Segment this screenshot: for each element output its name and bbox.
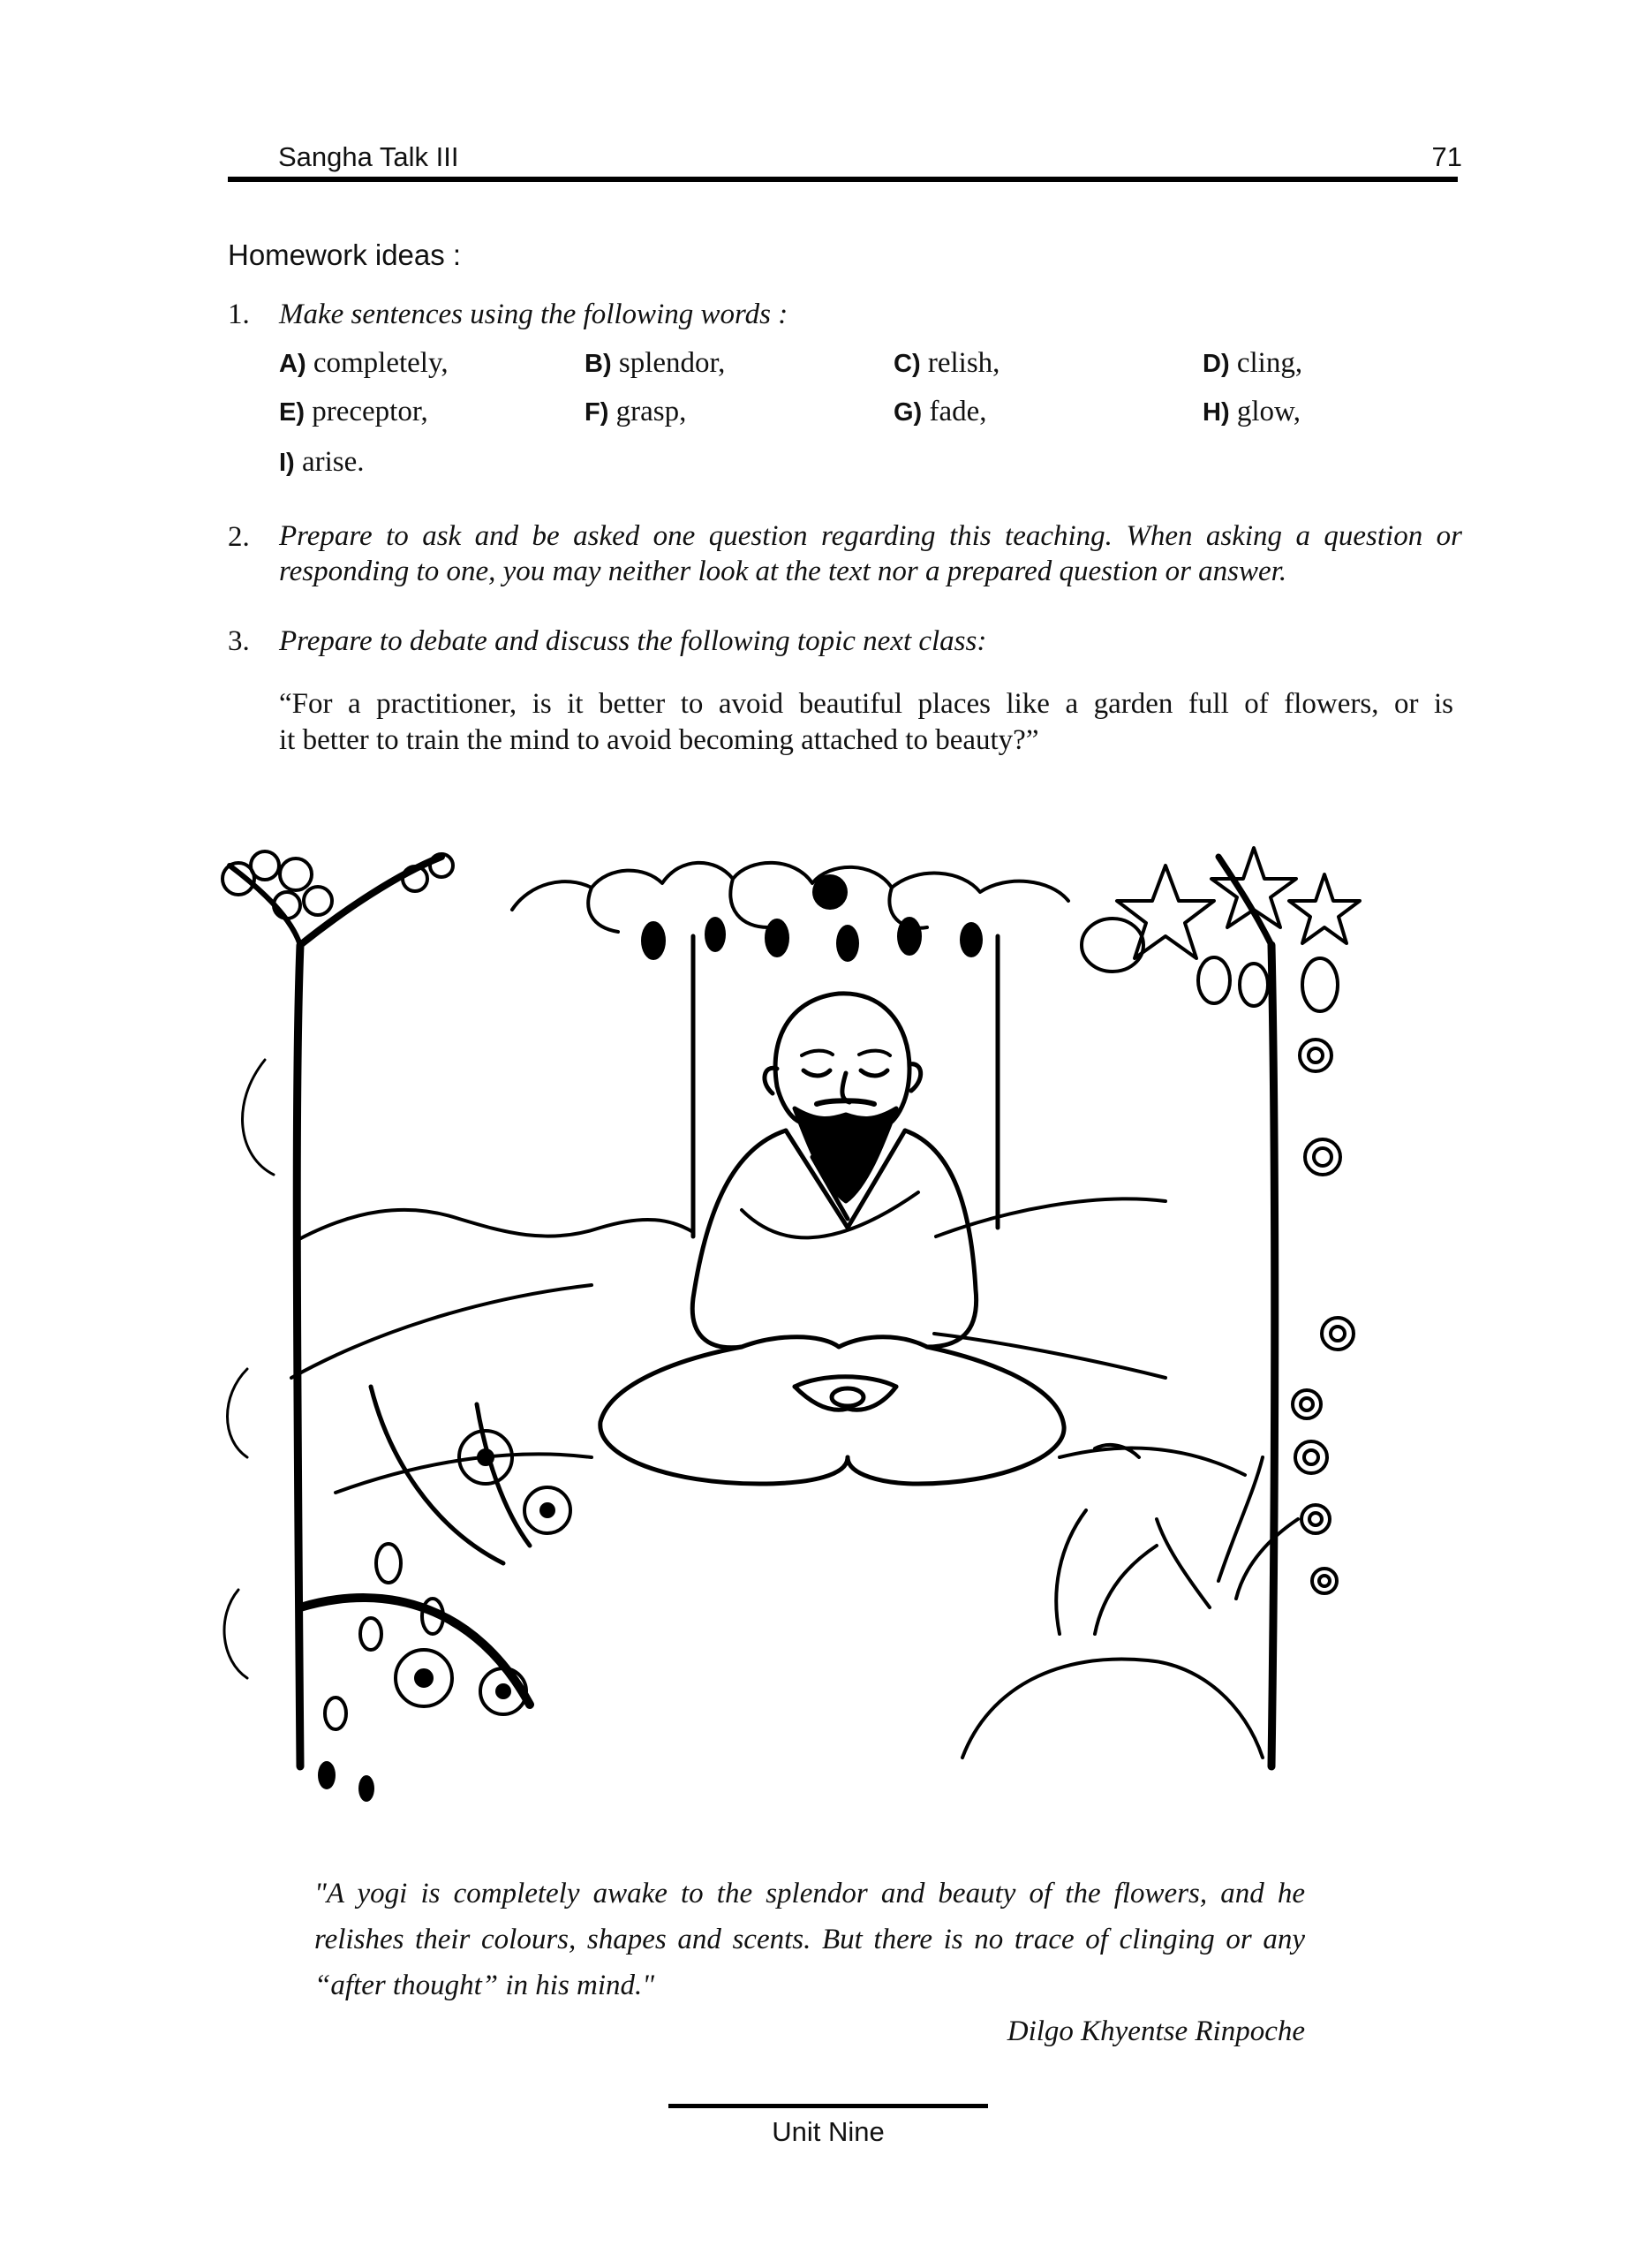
meditating-monk — [600, 994, 1064, 1484]
word-d — [1203, 347, 1302, 380]
word-text: splendor, — [618, 347, 726, 379]
footer-rule — [668, 2104, 988, 2108]
word-letter: B) — [585, 350, 612, 378]
word-a — [279, 347, 449, 380]
homework-title: Homework ideas : — [228, 238, 462, 271]
epigraph-quote: "A yogi is completely awake to the splendor and beauty of the flowers, and he relishes their colours, shapes and scents. But there is no trace of clinging or any “after thought” in his mind." — [314, 1878, 1305, 2001]
word-letter: C) — [894, 350, 921, 378]
hills — [291, 1199, 1245, 1493]
word-letter: H) — [1203, 398, 1230, 427]
page-number: 71 — [1431, 141, 1462, 172]
word-letter: F) — [585, 398, 609, 427]
item-text-2-line-2: responding to one, you may neither look at the text nor a prepared question or answer. — [279, 556, 1287, 587]
right-spirals — [1293, 1040, 1354, 1593]
top-right-star-flowers — [1082, 848, 1360, 1011]
header-rule — [228, 177, 1458, 182]
word-text: relish, — [927, 347, 1000, 379]
word-f — [585, 396, 686, 428]
canopy — [512, 863, 1068, 932]
word-e — [279, 396, 428, 428]
word-text: completely, — [313, 347, 449, 379]
word-letter: I) — [279, 449, 295, 477]
header-title: Sangha Talk III — [278, 141, 459, 172]
item-text-2-line-1: Prepare to ask and be asked one question regarding this teaching. When asking a question or — [279, 520, 1462, 552]
epigraph-attribution: Dilgo Khyentse Rinpoche — [1007, 2015, 1305, 2047]
item-number-3: 3. — [228, 625, 250, 657]
word-text: glow, — [1236, 396, 1301, 427]
bottom-right-plants — [962, 1445, 1298, 1758]
left-swirls — [224, 1060, 274, 1678]
word-g — [894, 396, 987, 428]
debate-topic-line-1: “For a practitioner, is it better to avoid beautiful places like a garden full of flowers, or is — [279, 688, 1453, 720]
word-text: arise. — [301, 446, 365, 478]
meditating-monk-illustration — [212, 839, 1483, 1811]
item-number-1: 1. — [228, 299, 250, 330]
word-text: fade, — [929, 396, 987, 427]
word-c — [894, 347, 999, 380]
word-text: preceptor, — [312, 396, 428, 427]
word-letter: A) — [279, 350, 306, 378]
item-number-2: 2. — [228, 521, 250, 553]
word-text: cling, — [1236, 347, 1303, 379]
word-letter: D) — [1203, 350, 1230, 378]
word-letter: G) — [894, 398, 923, 427]
item-text-1: Make sentences using the following words : — [279, 299, 788, 330]
debate-topic-quote — [279, 686, 1453, 759]
tree-trunks — [230, 857, 1275, 1766]
footer-unit: Unit Nine — [772, 2116, 885, 2147]
word-h — [1203, 396, 1301, 428]
word-b — [585, 347, 725, 380]
word-text: grasp, — [615, 396, 687, 427]
debate-topic-line-2: it better to train the mind to avoid becoming attached to beauty?” — [279, 724, 1039, 756]
word-i — [279, 446, 365, 479]
item-text-3: Prepare to debate and discuss the following topic next class: — [279, 625, 987, 657]
bottom-left-flowers — [300, 1387, 570, 1802]
item-text-2 — [279, 518, 1462, 589]
word-letter: E) — [279, 398, 305, 427]
